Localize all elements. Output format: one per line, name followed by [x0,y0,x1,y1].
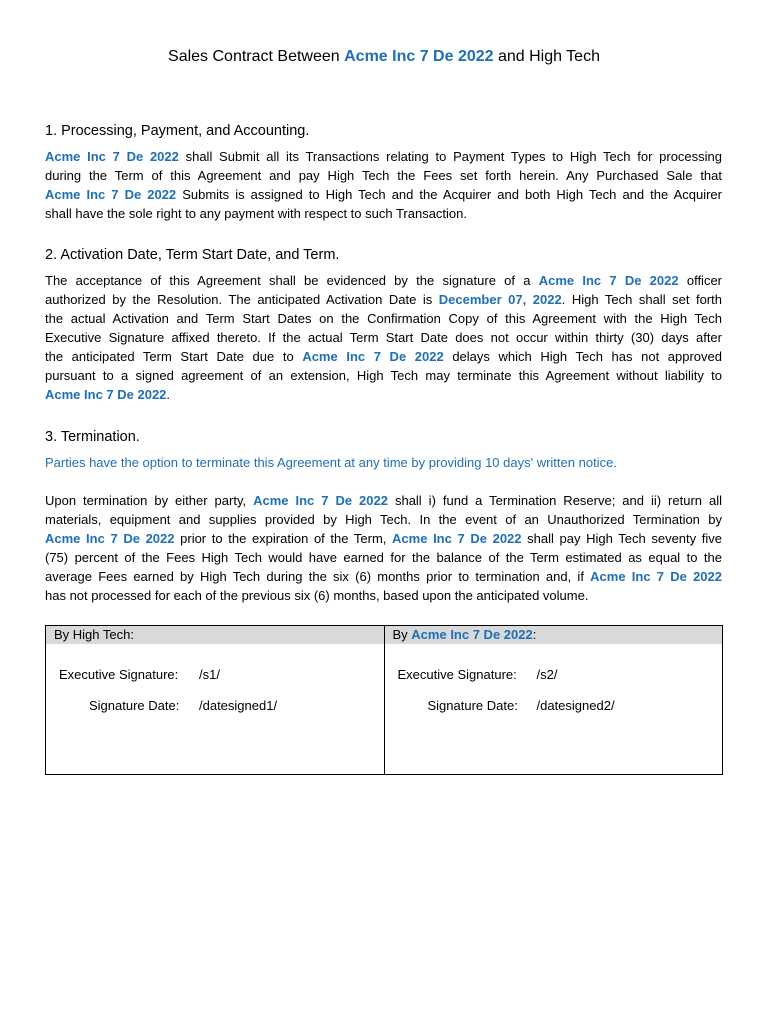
section-heading: 1. Processing, Payment, and Accounting. [45,123,310,139]
title-party-a: Acme Inc 7 De 2022 [344,48,494,65]
text-run: The acceptance of this Agreement shall be evidenced by the signature of a [45,273,539,288]
paragraph-line [45,309,722,328]
text-run: delays which High Tech has not approved [443,349,722,364]
text-run: average Fees earned by High Tech during the six (6) months prior to termination and, if [45,569,591,584]
highlighted-term: Acme Inc 7 De 2022 [590,569,722,584]
highlighted-term: Acme Inc 7 De 2022 [392,531,522,546]
text-run: prior to the expiration of the Term, [174,531,393,546]
highlighted-term: Acme Inc 7 De 2022 [302,349,444,364]
paragraph-line [45,586,722,605]
title-suffix: and High Tech [493,48,600,65]
text-run: during the Term of this Agreement and pay High Tech the Fees set forth herein. Any Purchased Sale that [45,168,722,183]
paragraph-line [45,166,722,185]
section-termination [45,427,722,605]
text-run: shall i) fund a Termination Reserve; and ii) return all [387,493,723,508]
text-run: Submits is assigned to High Tech and the Acquirer and both High Tech and the Acquirer [176,187,722,202]
highlighted-term: Acme Inc 7 De 2022 [45,187,177,202]
highlighted-term: Acme Inc 7 De 2022 [45,531,175,546]
text-run: Upon termination by either party, [45,493,254,508]
signature-date-value[interactable]: /datesigned1/ [199,698,278,713]
paragraph-line [45,366,722,385]
executive-signature-value[interactable]: /s1/ [199,667,220,682]
signature-date-value[interactable]: /datesigned2/ [536,698,615,713]
paragraph-line [45,147,722,166]
highlighted-term: Acme Inc 7 De 2022 [538,273,679,288]
section-activation [45,245,722,404]
signature-block-high-tech [46,626,385,775]
highlighted-term: Acme Inc 7 De 2022 [45,149,179,164]
signature-block-acme [384,626,723,775]
text-run: the anticipated Term Start Date due to [45,349,303,364]
text-run: pursuant to a signed agreement of an extension, High Tech may terminate this Agreement without liability to [45,368,722,383]
paragraph-line [45,510,722,529]
executive-signature-row [46,644,384,690]
text-run: shall pay High Tech seventy five [521,531,723,546]
paragraph-line [45,328,722,347]
text-run: shall Submit all its Transactions relating to Payment Types to High Tech for processing [178,149,723,164]
signature-header-suffix: : [532,627,537,642]
section-body [45,491,722,605]
executive-signature-label: Executive Signature: [397,667,517,682]
text-run: shall have the sole right to any payment with respect to such Transaction. [45,206,468,221]
executive-signature-row [385,644,723,690]
signature-date-label: Signature Date: [89,698,180,713]
text-run: . [166,387,171,402]
paragraph-line [45,567,722,586]
paragraph-line [45,347,722,366]
section-heading: 3. Termination. [45,429,140,445]
paragraph-line [45,529,722,548]
section-body [45,147,722,223]
signature-header [385,626,723,644]
signature-header-prefix: By [392,627,412,642]
signature-date-label: Signature Date: [427,698,518,713]
signature-header: By High Tech: [46,626,384,644]
executive-signature-label: Executive Signature: [59,667,179,682]
title-prefix: Sales Contract Between [168,48,345,65]
paragraph-line [45,185,722,204]
highlighted-term: December 07, 2022 [438,292,562,307]
text-run: (75) percent of the Fees High Tech would have earned for the balance of the Term estimated as equal to the [45,550,722,565]
executive-signature-value[interactable]: /s2/ [536,667,558,682]
text-run: has not processed for each of the previous six (6) months, based upon the anticipated volume. [45,588,589,603]
section-processing [45,121,722,223]
paragraph-line [45,491,722,510]
text-run: officer [678,273,723,288]
termination-notice: Parties have the option to terminate this Agreement at any time by providing 10 days' written notice. [45,455,617,470]
highlighted-term: Acme Inc 7 De 2022 [253,493,388,508]
text-run: Executive Signature affixed thereto. If the actual Term Start Date does not occur within thirty (30) days after [45,330,722,345]
paragraph-line [45,271,722,290]
paragraph-line [45,385,722,404]
text-run: . High Tech shall set forth [561,292,722,307]
signature-table [45,625,723,775]
highlighted-term: Acme Inc 7 De 2022 [45,387,167,402]
text-run: the actual Activation and Term Start Dates on the Confirmation Copy of this Agreement with the High Tech [45,311,722,326]
text-run: authorized by the Resolution. The anticipated Activation Date is [45,292,439,307]
paragraph-line [45,548,722,567]
document-title [0,47,768,67]
section-heading: 2. Activation Date, Term Start Date, and Term. [45,247,340,263]
signature-date-row [46,690,384,736]
section-body [45,271,722,404]
text-run: materials, equipment and supplies provided by High Tech. In the event of an Unauthorized Termination by [45,512,722,527]
paragraph-line [45,290,722,309]
paragraph-line [45,204,722,223]
signature-date-row [385,690,723,736]
signature-header-party: Acme Inc 7 De 2022 [411,627,533,642]
